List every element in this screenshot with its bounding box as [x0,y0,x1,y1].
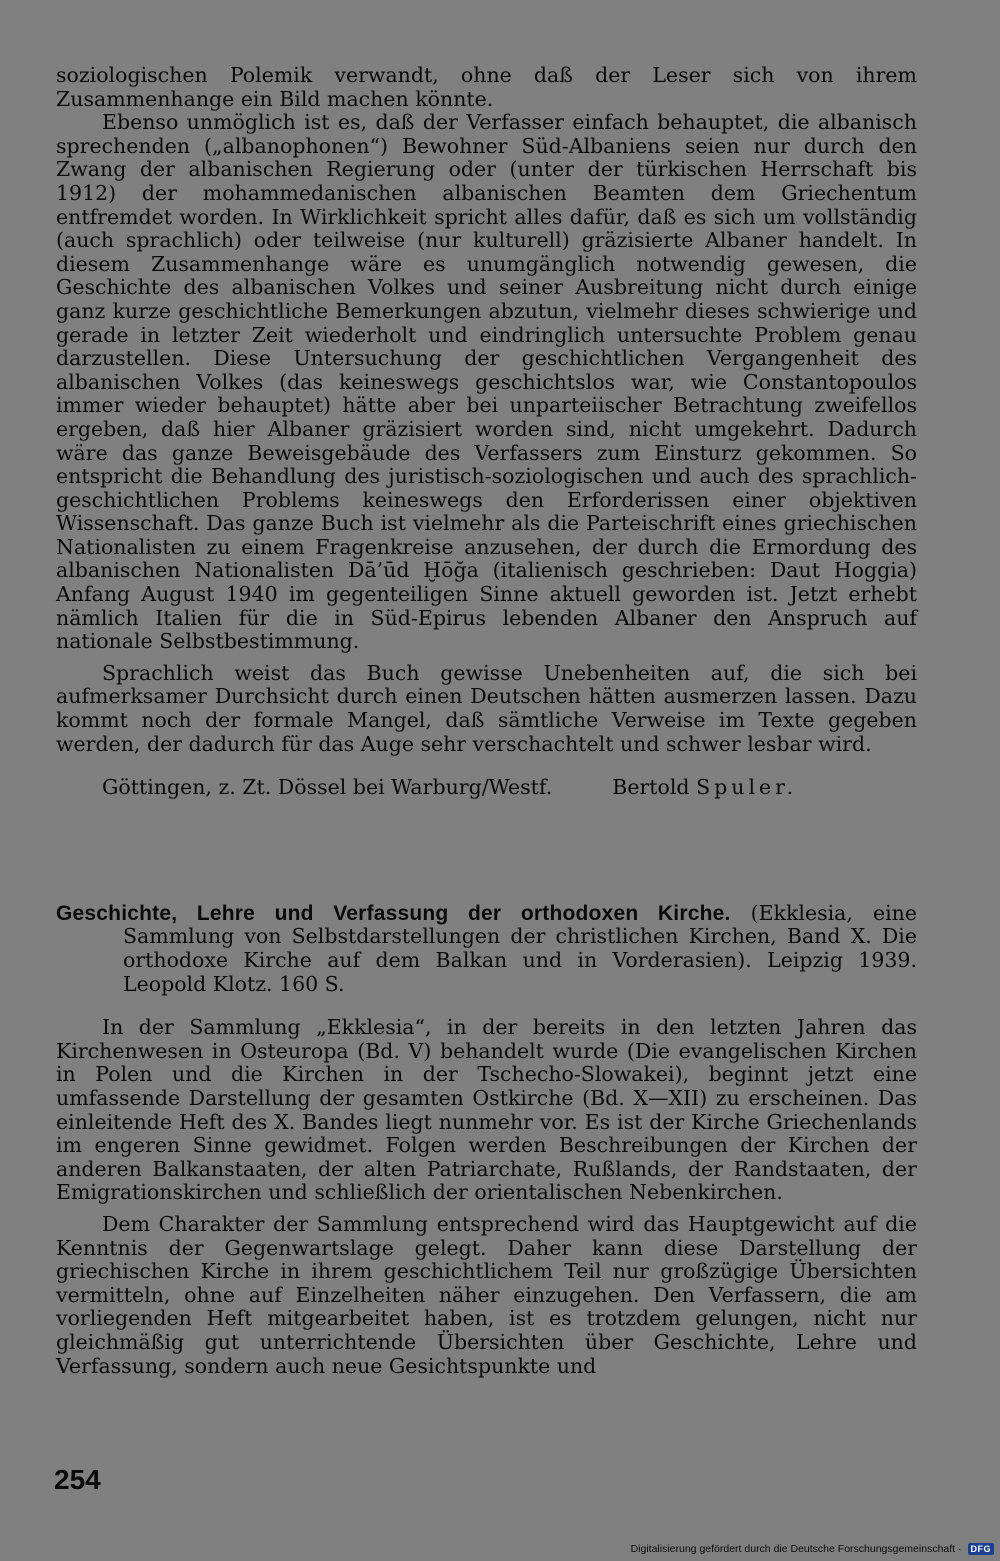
page-number: 254 [54,1464,101,1495]
signature-last-name: Spuler. [696,775,798,800]
page-text [56,64,917,1378]
review2-heading [56,902,917,996]
review2-paragraph-2: Dem Charakter der Sammlung entsprechend wird das Hauptgewicht auf die Kenntnis der Gegenwartslage gelegt. Daher kann diese Darstellung der griechischen Kirche in ihrem geschichtlichem Teil nur großzügige Übersichten vermitteln, ohne auf Einzelheiten näher einzugehen. Den Verfassern, die am vorliegenden Heft mitgearbeitet haben, ist es trotzdem gelungen, nicht nur gleichmäßig gut unterrichtende Übersichten über Geschichte, Lehre und Verfassung, sondern auch neue Gesichtspunkte und [56,1211,917,1378]
review2-title: Geschichte, Lehre und Verfassung der orthodoxen Kirche. [56,901,731,925]
signature-author [612,776,797,800]
digitization-footer [631,1543,994,1555]
review2-bibliographic: (Ekklesia, eine Sammlung von Selbstdarstellungen der christlichen Kirchen, Band X. Die orthodoxe Kirche auf dem Balkan und in Vorderasien). Leipzig 1939. Leopold Klotz. 160 S. [123,900,917,996]
review1-paragraph-1: soziologischen Polemik verwandt, ohne daß der Leser sich von ihrem Zusammenhange ein Bild machen könnte. [56,63,917,111]
signature-first-name: Bertold [612,775,690,800]
review1-paragraph-2: Ebenso unmöglich ist es, daß der Verfasser einfach behauptet, die albanisch sprechenden („albanophonen“) Bewohner Süd-Albaniens seien nur durch den Zwang der albanischen Regierung oder (unter der türkischen Herrschaft bis 1912) der mohammedanischen albanischen Beamten dem Griechentum entfremdet worden. In Wirklichkeit spricht alles dafür, daß es sich um vollständig (auch sprachlich) oder teilweise (nur kulturell) gräzisierte Albaner handelt. In diesem Zusammenhange wäre es unumgänglich notwendig gewesen, die Geschichte des albanischen Volkes und seiner Ausbreitung nicht durch einige ganz kurze geschichtliche Bemerkungen abzutun, vielmehr dieses schwierige und gerade in letzter Zeit wiederholt und eindringlich untersuchte Problem genau darzustellen. Diese Untersuchung der geschichtlichen Vergangenheit des albanischen Volkes (das keineswegs geschichtslos war, wie Constantopoulos immer wieder behauptet) hätte aber bei unparteiischer Betrachtung zweifellos ergeben, daß hier Albaner gräzisiert worden sind, nicht umgekehrt. Dadurch wäre das ganze Beweisgebäude des Verfassers zum Einsturz gekommen. So entspricht die Behandlung des juristisch-soziologischen und auch des sprachlich-geschichtlichen Problems keineswegs den Erforderissen einer objektiven Wissenschaft. Das ganze Buch ist vielmehr als die Parteischrift eines griechischen Nationalisten zu einem Fragenkreise anzusehen, der durch die Ermordung des albanischen Nationalisten Dā’ūd Ḫōğa (italienisch geschrieben: Daut Hoggia) Anfang August 1940 im gegenteiligen Sinne aktuell geworden ist. Jetzt erhebt nämlich Italien für die in Süd-Epirus lebenden Albaner den Anspruch auf nationale Selbstbestimmung. [56,110,917,654]
review2-paragraph-1: In der Sammlung „Ekklesia“, in der bereits in den letzten Jahren das Kirchenwesen in Osteuropa (Bd. V) behandelt wurde (Die evangelischen Kirchen in Polen und die Kirchen in der Tschecho-Slowakei), beginnt jetzt eine umfassende Darstellung der gesamten Ostkirche (Bd. X—XII) zu erscheinen. Das einleitende Heft des X. Bandes liegt nunmehr vor. Es ist der Kirche Griechenlands im engeren Sinne gewidmet. Folgen werden Beschreibungen der Kirchen der anderen Balkanstaaten, der alten Patriarchate, Rußlands, der Randstaaten, der Emigrationskirchen und schließlich der orientalischen Nebenkirchen. [56,1015,917,1205]
review1-signature [56,776,917,800]
signature-place: Göttingen, z. Zt. Dössel bei Warburg/Westf. [102,775,553,800]
dfg-logo-icon: DFG [968,1543,995,1555]
review1-paragraph-3: Sprachlich weist das Buch gewisse Unebenheiten auf, die sich bei aufmerksamer Durchsicht durch einen Deutschen hätten ausmerzen lassen. Dazu kommt noch der formale Mangel, daß sämtliche Verweise im Texte gegeben werden, der dadurch für das Auge sehr verschachtelt und schwer lesbar wird. [56,660,917,756]
footer-text: Digitalisierung gefördert durch die Deutsche Forschungsgemeinschaft · [630,1543,962,1555]
